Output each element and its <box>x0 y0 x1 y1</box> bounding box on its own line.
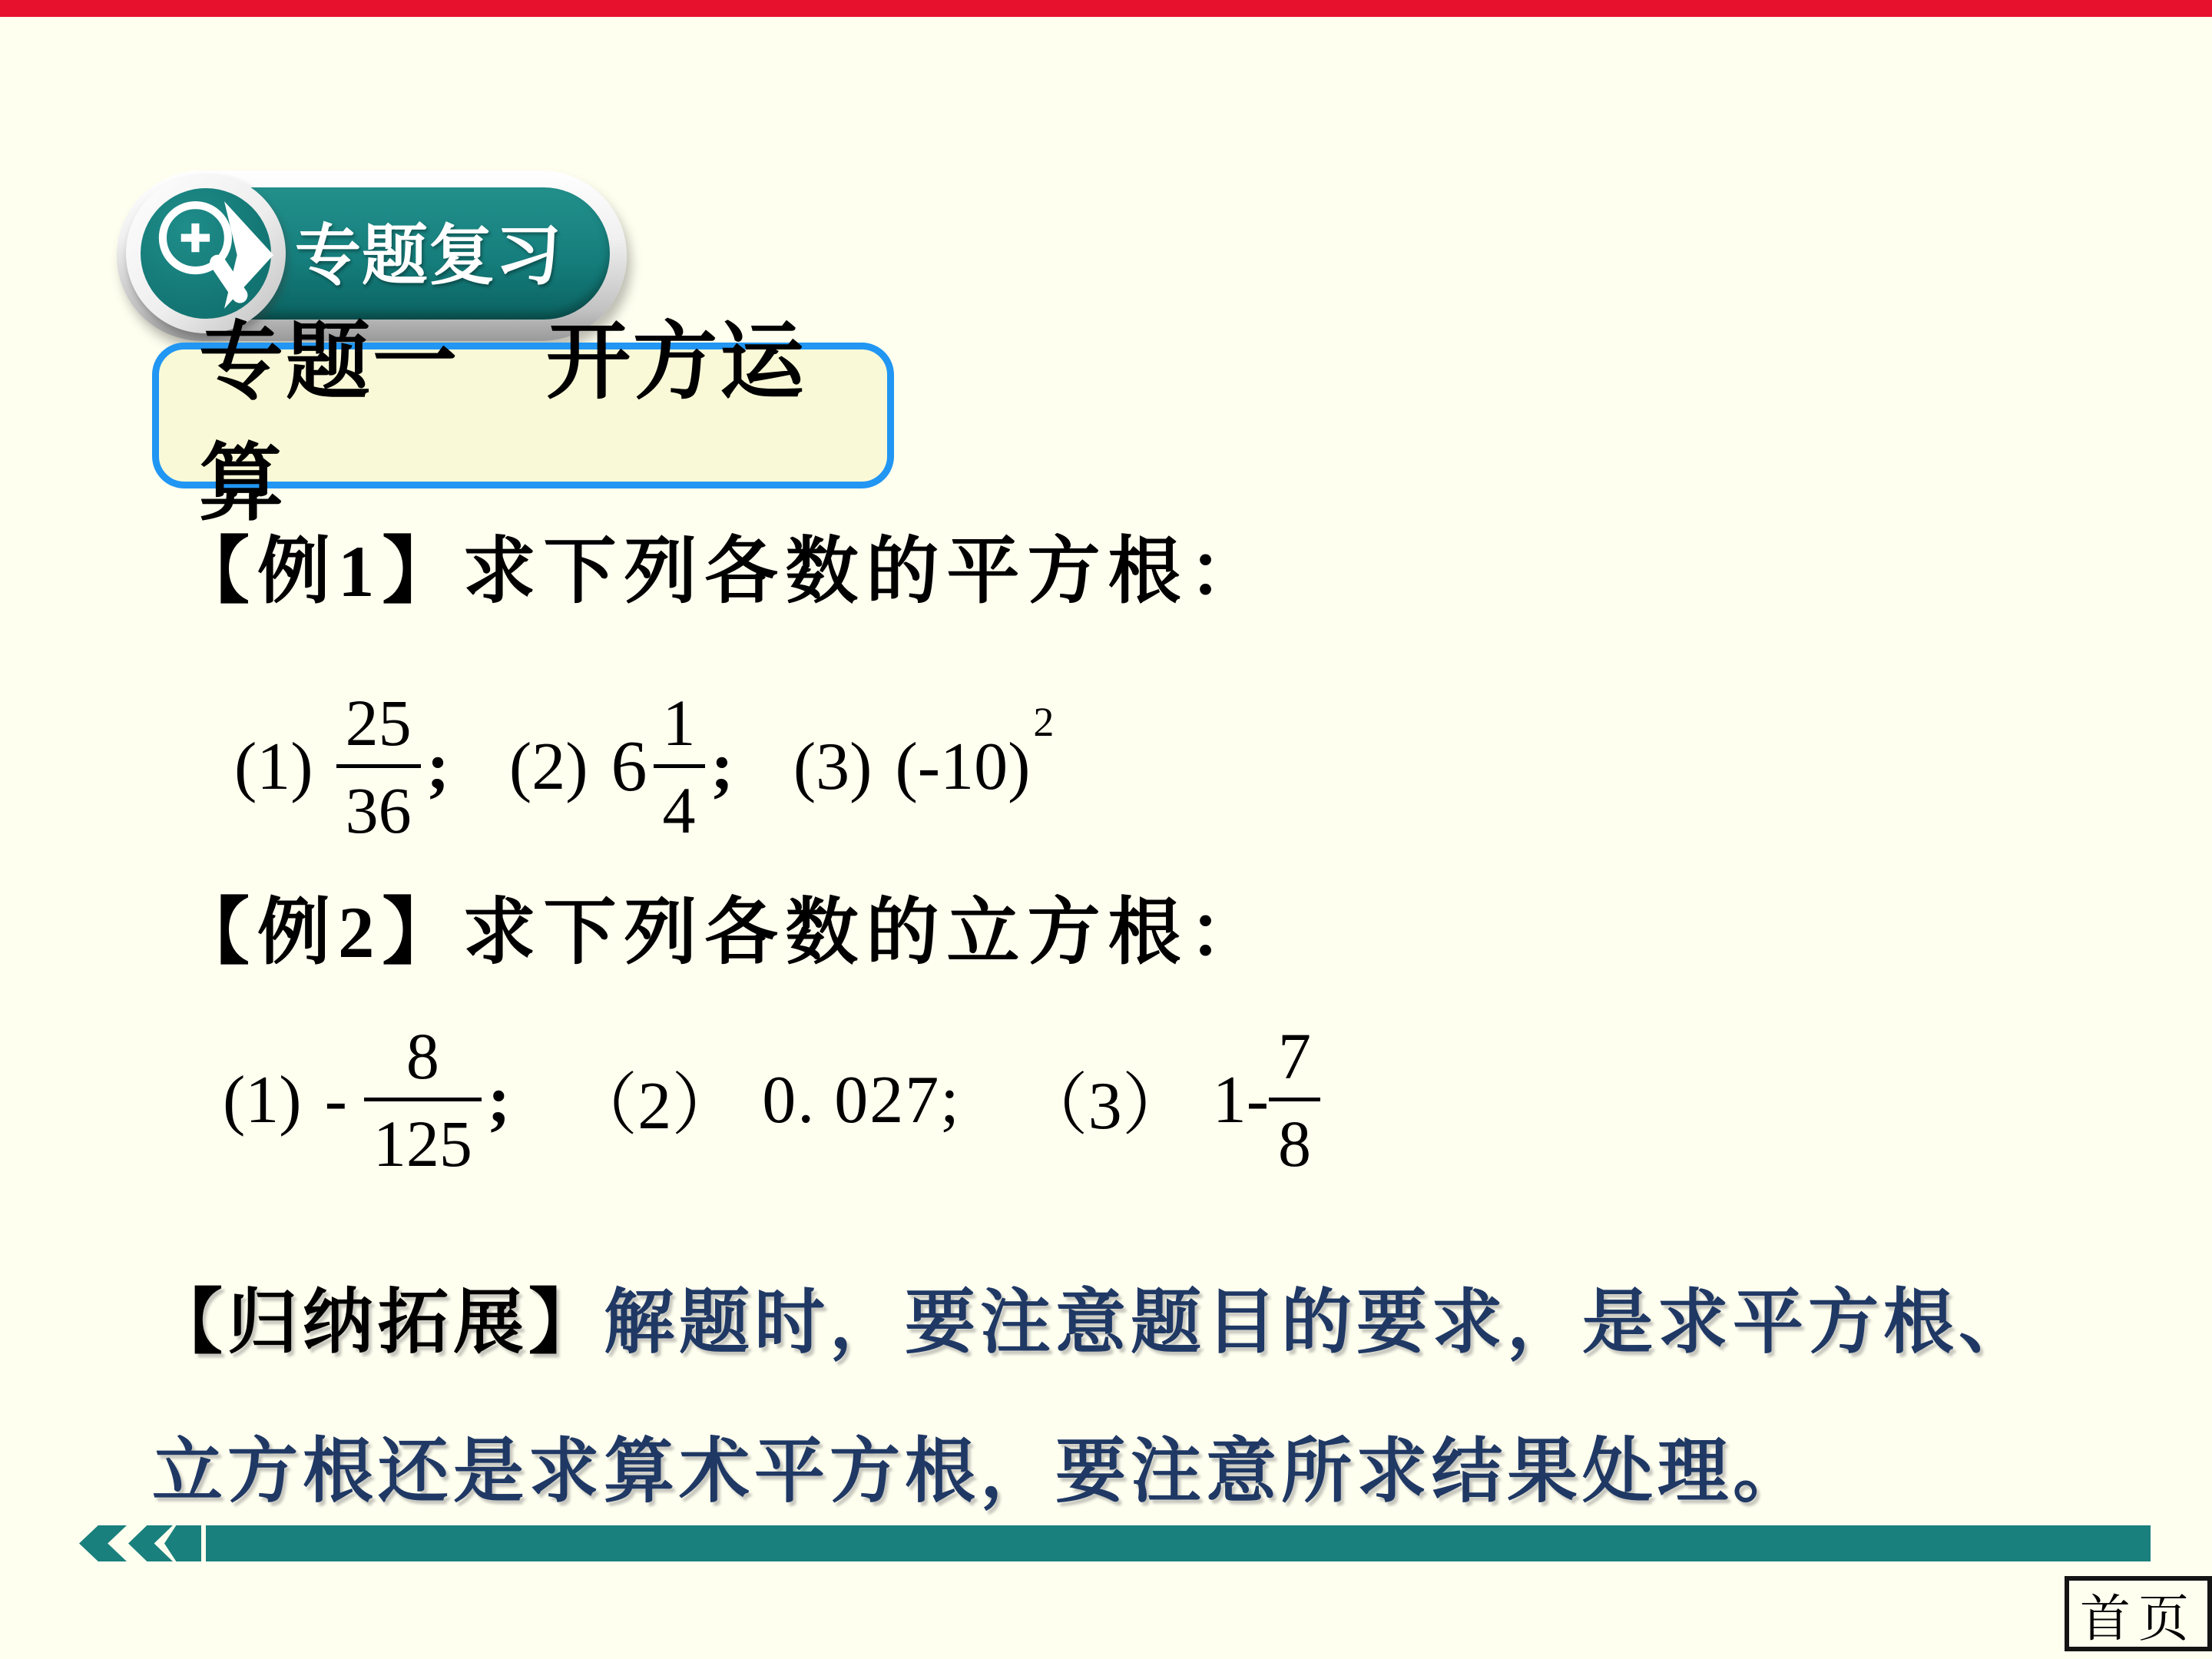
footer-divider-bar <box>206 1525 2151 1561</box>
item-index: (1) <box>223 1062 302 1137</box>
summary-line-1 <box>152 1266 2034 1367</box>
fraction-denominator: 125 <box>364 1098 482 1178</box>
math-item-2-3 <box>1020 1019 1320 1181</box>
power-exponent: 2 <box>1033 699 1055 745</box>
fraction <box>1269 1019 1320 1181</box>
summary-line-2: 立方根还是求算术平方根，要注意所求结果处理。 <box>152 1432 1809 1511</box>
math-item-1-1 <box>234 688 449 845</box>
minus-sign: - <box>1246 1062 1270 1137</box>
arrow-left-icon[interactable] <box>164 1525 201 1561</box>
item-index: (1) <box>234 729 313 804</box>
fraction-denominator: 8 <box>1269 1098 1320 1178</box>
decimal-value: 0. 027; <box>762 1062 961 1137</box>
minus-sign: - <box>324 1062 347 1137</box>
top-red-bar <box>0 0 2212 17</box>
math-item-2-2 <box>570 1051 960 1148</box>
math-item-1-3 <box>793 699 1055 806</box>
section-title: 专题一 开方运算 <box>199 315 806 531</box>
summary-tag: 【归纳拓展】 <box>152 1283 604 1362</box>
fraction-denominator: 4 <box>654 764 705 845</box>
whole-number: 1 <box>1212 1062 1247 1137</box>
fraction-denominator: 36 <box>336 764 421 845</box>
example1-heading: 【例1】求下列各数的平方根： <box>177 531 1270 612</box>
whole-number: 6 <box>611 727 647 806</box>
section-title-box <box>152 315 894 531</box>
fraction-numerator: 1 <box>662 686 696 760</box>
item-index: (3) <box>793 729 873 804</box>
item-index: （3） <box>1020 1069 1190 1144</box>
fraction <box>364 1019 482 1181</box>
fraction <box>336 688 421 845</box>
home-button-label: 首页 <box>2080 1591 2197 1647</box>
math-item-2-1 <box>223 1019 511 1181</box>
example2-math-row <box>223 992 1320 1207</box>
fraction <box>654 688 705 845</box>
item-suffix: ; <box>487 1062 511 1137</box>
fraction-numerator: 25 <box>345 686 412 760</box>
fraction-numerator: 8 <box>406 1019 439 1094</box>
badge-label: 专题复习 <box>295 219 562 293</box>
fraction-numerator: 7 <box>1278 1019 1312 1094</box>
example1-math-row <box>234 659 1054 874</box>
math-item-1-2 <box>509 688 733 845</box>
chevron-left-icon[interactable] <box>79 1525 127 1561</box>
example2-heading: 【例2】求下列各数的立方根： <box>177 892 1270 973</box>
item-suffix: ; <box>426 729 449 804</box>
item-index: (2) <box>508 729 588 804</box>
power-base: (-10) <box>895 729 1031 804</box>
item-index: （2） <box>570 1069 740 1144</box>
home-button[interactable] <box>2065 1576 2212 1651</box>
summary-text-1: 解题时，要注意题目的要求，是求平方根、 <box>604 1283 2035 1362</box>
item-suffix: ; <box>710 729 733 804</box>
